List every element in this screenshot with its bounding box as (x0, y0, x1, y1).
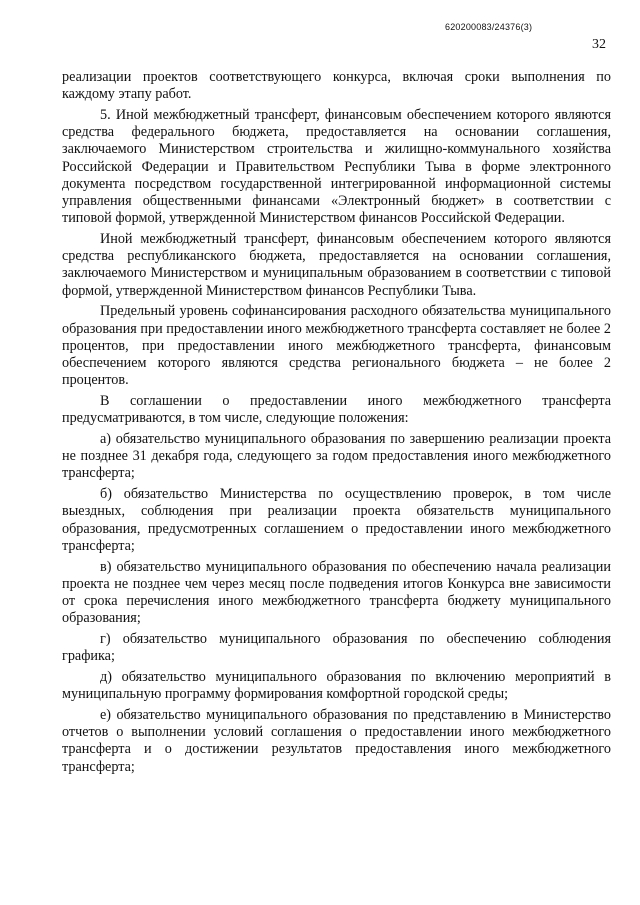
document-id: 620200083/24376(3) (445, 22, 533, 32)
list-item-d: д) обязательство муниципального образования по включению мероприятий в муниципальную программу формирования комфортной городской среды; (62, 669, 611, 703)
list-item-b: б) обязательство Министерства по осуществлению проверок, в том числе выездных, соблюдения при реализации проекта обязательств муниципального образования, предусмотренных соглашением о предоставлении иного межбюджетного трансферта; (62, 486, 611, 554)
list-item-a: а) обязательство муниципального образования по завершению реализации проекта не позднее 31 декабря года, следующего за годом предоставления иного межбюджетного трансферта; (62, 431, 611, 482)
document-body (62, 69, 611, 779)
paragraph-agreement-provisions: В соглашении о предоставлении иного межбюджетного трансферта предусматриваются, в том числе, следующие положения: (62, 393, 611, 427)
list-item-e: е) обязательство муниципального образования по представлению в Министерство отчетов о выполнении условий соглашения о предоставлении иного межбюджетного трансферта и о достижении результатов предоставления иного межбюджетного трансферта; (62, 707, 611, 775)
paragraph-republican-budget: Иной межбюджетный трансферт, финансовым обеспечением которого являются средства республиканского бюджета, предоставляется на основании соглашения, заключаемого Министерством и муниципальным образованием в соответствии с типовой формой, утвержденной Министерством финансов Республики Тыва. (62, 231, 611, 299)
list-item-g: г) обязательство муниципального образования по обеспечению соблюдения графика; (62, 631, 611, 665)
paragraph-item-5-federal: 5. Иной межбюджетный трансферт, финансовым обеспечением которого являются средства федерального бюджета, предоставляется на основании соглашения, заключаемого Министерством строительства и жилищно-коммунального хозяйства Российской Федерации и Правительством Республики Тыва в форме электронного документа посредством государственной интегрированной информационной системы управления общественными финансами «Электронный бюджет» в соответствии с типовой формой, утвержденной Министерством финансов Российской Федерации. (62, 107, 611, 227)
page-number: 32 (592, 37, 606, 52)
paragraph-cofinancing-limit: Предельный уровень софинансирования расходного обязательства муниципального образования при предоставлении иного межбюджетного трансферта составляет не более 2 процентов, при предоставлении иного межбюджетного трансферта, финансовым обеспечением которого являются средства регионального бюджета – не более 2 процентов. (62, 303, 611, 389)
list-item-v: в) обязательство муниципального образования по обеспечению начала реализации проекта не позднее чем через месяц после подведения итогов Конкурса вне зависимости от срока перечисления иного межбюджетного трансферта бюджету муниципального образования; (62, 558, 611, 627)
paragraph-continuation: реализации проектов соответствующего конкурса, включая сроки выполнения по каждому этапу работ. (62, 69, 611, 103)
